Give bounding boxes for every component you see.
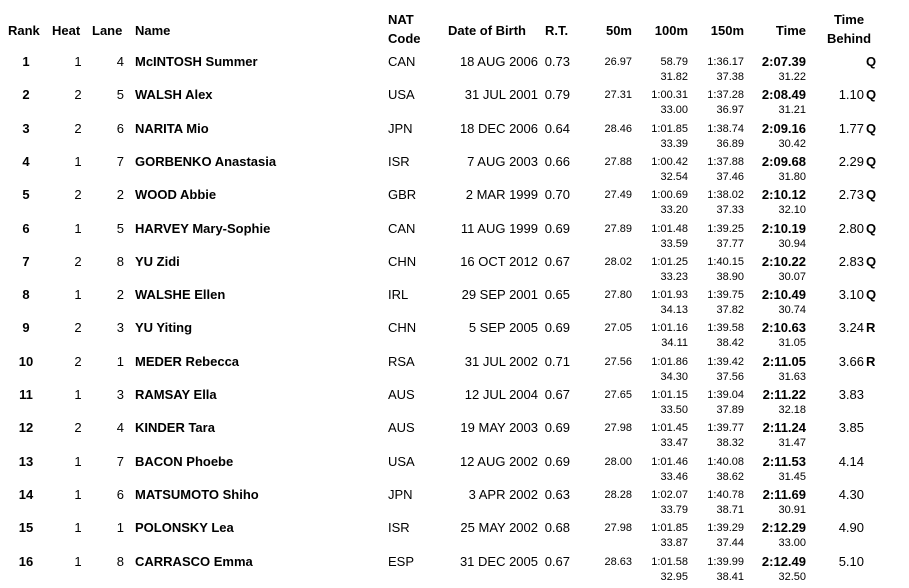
dob-cell: 25 MAY 2002 (460, 520, 538, 536)
lap-150-cell: 37.77 (716, 237, 744, 250)
header-time: Time (775, 23, 806, 38)
qualification-mark: Q (866, 287, 877, 303)
rt-cell: 0.67 (544, 387, 570, 402)
name-cell: POLONSKY Lea (135, 520, 234, 536)
nat-cell: ESP (388, 553, 415, 569)
dob-cell: 16 OCT 2012 (460, 253, 538, 269)
rank-cell: 11 (19, 387, 33, 402)
heat-cell: 1 (74, 287, 82, 303)
time-cell: 2:09.68 (761, 153, 806, 169)
lap-150-cell: 37.46 (716, 170, 744, 183)
lap-200-cell: 31.47 (778, 437, 806, 450)
table-row (0, 247, 909, 283)
rank-cell: 16 (18, 553, 34, 569)
split-100-cell: 1:01.16 (651, 322, 688, 335)
dob-cell: 29 SEP 2001 (461, 287, 538, 303)
nat-cell: GBR (388, 187, 417, 203)
lap-150-cell: 37.82 (716, 304, 744, 317)
split-150-cell: 1:39.58 (707, 322, 744, 335)
behind-cell: 4.30 (838, 486, 864, 502)
lane-cell: 5 (116, 87, 124, 103)
split-100-cell: 1:00.31 (651, 89, 688, 102)
header-50m: 50m (605, 23, 632, 38)
behind-cell: 4.14 (838, 453, 864, 469)
split-150-cell: 1:38.02 (707, 189, 744, 202)
qualification-mark: Q (866, 120, 877, 136)
dob-cell: 2 MAR 1999 (465, 187, 538, 203)
lane-cell: 2 (116, 287, 124, 303)
lane-cell: 4 (116, 54, 124, 69)
dob-cell: 11 AUG 1999 (460, 220, 538, 236)
header-100m: 100m (654, 23, 688, 38)
table-row (0, 347, 909, 383)
name-cell: YU Zidi (135, 253, 180, 269)
split-100-cell: 1:02.07 (651, 488, 688, 501)
qualification-mark: R (866, 320, 876, 336)
lap-200-cell: 30.07 (778, 270, 806, 283)
split-150-cell: 1:40.08 (707, 455, 744, 468)
split-100-cell: 1:01.85 (651, 122, 688, 135)
rt-cell: 0.64 (544, 120, 570, 136)
table-row (0, 313, 909, 350)
rt-cell: 0.67 (544, 553, 570, 569)
dob-cell: 18 AUG 2006 (459, 54, 538, 69)
split-50-cell: 28.28 (604, 488, 632, 501)
split-150-cell: 1:39.25 (707, 222, 744, 235)
heat-cell: 1 (74, 486, 82, 502)
name-cell: MATSUMOTO Shiho (135, 486, 259, 502)
lap-100-cell: 33.39 (660, 137, 688, 150)
lap-200-cell: 30.94 (778, 237, 806, 250)
split-50-cell: 28.63 (604, 555, 632, 568)
lap-100-cell: 33.00 (660, 104, 688, 117)
lap-100-cell: 34.30 (660, 370, 688, 383)
lane-cell: 8 (116, 553, 124, 569)
split-50-cell: 27.05 (604, 322, 632, 335)
name-cell: YU Yiting (135, 320, 193, 336)
nat-cell: JPN (388, 120, 413, 136)
header-nat-line2: Code (388, 31, 421, 46)
lap-150-cell: 37.38 (716, 71, 744, 83)
heat-cell: 2 (74, 187, 82, 203)
rank-cell: 5 (22, 187, 30, 203)
rt-cell: 0.67 (544, 253, 570, 269)
time-cell: 2:10.49 (761, 287, 806, 303)
behind-cell: 5.10 (838, 553, 864, 569)
split-50-cell: 28.46 (604, 122, 632, 135)
lap-150-cell: 37.44 (716, 537, 744, 550)
lap-200-cell: 30.91 (778, 503, 806, 516)
time-cell: 2:10.12 (761, 187, 806, 203)
qualification-mark: Q (866, 153, 877, 169)
lap-150-cell: 36.89 (716, 137, 744, 150)
behind-cell: 4.90 (838, 520, 864, 536)
qualification-mark: R (866, 353, 876, 369)
lap-100-cell: 34.11 (661, 337, 688, 350)
qualification-mark: Q (866, 220, 877, 236)
rt-cell: 0.69 (544, 320, 570, 336)
time-cell: 2:09.16 (761, 120, 806, 136)
nat-cell: CHN (388, 253, 417, 269)
lap-100-cell: 33.23 (660, 270, 688, 283)
split-50-cell: 27.88 (604, 155, 632, 168)
nat-cell: IRL (388, 287, 409, 303)
heat-cell: 1 (74, 54, 82, 69)
lap-200-cell: 32.18 (778, 404, 806, 416)
time-cell: 2:11.53 (762, 453, 806, 469)
table-row (0, 480, 909, 516)
split-100-cell: 1:01.93 (651, 289, 688, 302)
dob-cell: 31 JUL 2001 (464, 87, 538, 103)
split-150-cell: 1:39.42 (707, 355, 744, 368)
rt-cell: 0.66 (544, 153, 570, 169)
lap-100-cell: 33.87 (660, 537, 688, 550)
header-name: Name (135, 23, 171, 38)
split-50-cell: 28.00 (604, 455, 632, 468)
split-150-cell: 1:40.78 (707, 488, 744, 501)
split-50-cell: 28.02 (604, 255, 632, 268)
header-150m: 150m (710, 23, 744, 38)
heat-cell: 2 (74, 353, 82, 369)
nat-cell: AUS (388, 387, 415, 402)
split-100-cell: 1:01.58 (651, 555, 688, 568)
nat-cell: ISR (388, 153, 410, 169)
rt-cell: 0.68 (544, 520, 570, 536)
table-row (0, 547, 909, 583)
heat-cell: 2 (74, 87, 82, 103)
rt-cell: 0.79 (544, 87, 570, 103)
table-row (0, 214, 909, 250)
behind-cell: 3.24 (838, 320, 864, 336)
rt-cell: 0.73 (544, 54, 570, 69)
name-cell: MEDER Rebecca (135, 353, 240, 369)
rank-cell: 10 (18, 353, 34, 369)
nat-cell: AUS (388, 420, 415, 436)
lap-150-cell: 38.71 (716, 503, 744, 516)
rank-cell: 12 (18, 420, 34, 436)
time-cell: 2:11.24 (762, 420, 806, 436)
heat-cell: 1 (74, 520, 82, 536)
dob-cell: 31 JUL 2002 (464, 353, 538, 369)
split-100-cell: 1:01.85 (651, 522, 688, 535)
split-100-cell: 1:01.86 (651, 355, 688, 368)
time-cell: 2:10.22 (761, 253, 806, 269)
nat-cell: JPN (388, 486, 413, 502)
rank-cell: 8 (22, 287, 30, 303)
time-cell: 2:08.49 (761, 87, 806, 103)
header-rank: Rank (8, 23, 40, 38)
split-50-cell: 27.98 (604, 522, 632, 535)
split-50-cell: 26.97 (604, 56, 632, 68)
split-50-cell: 27.89 (604, 222, 632, 235)
name-cell: WALSHE Ellen (135, 287, 226, 303)
dob-cell: 19 MAY 2003 (460, 420, 538, 436)
heat-cell: 1 (74, 553, 82, 569)
lap-100-cell: 31.82 (660, 71, 688, 83)
name-cell: BACON Phoebe (135, 453, 234, 469)
rank-cell: 14 (18, 486, 34, 502)
split-150-cell: 1:36.17 (707, 56, 744, 68)
rt-cell: 0.63 (544, 486, 570, 502)
lap-150-cell: 38.62 (716, 470, 744, 483)
lap-150-cell: 36.97 (716, 104, 744, 117)
behind-cell: 3.85 (838, 420, 864, 436)
lap-150-cell: 37.56 (716, 370, 744, 383)
heat-cell: 1 (74, 387, 82, 402)
rt-cell: 0.69 (544, 453, 570, 469)
qualification-mark: Q (866, 253, 877, 269)
split-150-cell: 1:39.77 (707, 422, 744, 435)
name-cell: GORBENKO Anastasia (135, 153, 277, 169)
header-behind-line1: Time (833, 12, 865, 27)
header-rt: R.T. (545, 23, 569, 38)
split-150-cell: 1:38.74 (707, 122, 744, 135)
dob-cell: 18 DEC 2006 (459, 120, 538, 136)
table-row (0, 380, 909, 416)
rank-cell: 2 (22, 87, 30, 103)
behind-cell: 2.80 (838, 220, 864, 236)
split-100-cell: 1:01.15 (651, 389, 688, 401)
lap-150-cell: 38.41 (716, 570, 744, 583)
split-150-cell: 1:39.29 (707, 522, 744, 535)
lap-100-cell: 33.46 (660, 470, 688, 483)
split-100-cell: 1:01.25 (651, 255, 688, 268)
header-lane: Lane (92, 23, 123, 38)
lane-cell: 1 (116, 520, 124, 536)
heat-cell: 2 (74, 320, 82, 336)
table-row (0, 447, 909, 483)
behind-cell: 3.83 (838, 387, 864, 402)
rank-cell: 1 (22, 54, 30, 69)
dob-cell: 5 SEP 2005 (468, 320, 538, 336)
behind-cell: 1.10 (838, 87, 864, 103)
nat-cell: CHN (388, 320, 417, 336)
lane-cell: 1 (116, 353, 124, 369)
lane-cell: 6 (116, 120, 124, 136)
behind-cell: 1.77 (838, 120, 864, 136)
time-cell: 2:11.22 (762, 387, 806, 402)
name-cell: NARITA Mio (135, 120, 209, 136)
dob-cell: 12 JUL 2004 (464, 387, 538, 402)
split-150-cell: 1:39.04 (707, 389, 744, 401)
behind-cell: 2.83 (838, 253, 864, 269)
behind-cell: 3.66 (838, 353, 864, 369)
lap-200-cell: 31.45 (778, 470, 806, 483)
lane-cell: 3 (116, 320, 124, 336)
lap-150-cell: 38.42 (716, 337, 744, 350)
rank-cell: 7 (22, 253, 30, 269)
split-150-cell: 1:37.28 (707, 89, 744, 102)
dob-cell: 7 AUG 2003 (467, 153, 538, 169)
heat-cell: 1 (74, 453, 82, 469)
lane-cell: 4 (116, 420, 124, 436)
nat-cell: CAN (388, 54, 416, 69)
header-nat-line1: NAT (388, 12, 414, 27)
split-150-cell: 1:37.88 (707, 155, 744, 168)
split-150-cell: 1:40.15 (707, 255, 744, 268)
split-50-cell: 27.31 (604, 89, 632, 102)
lane-cell: 7 (116, 453, 124, 469)
lap-200-cell: 33.00 (778, 537, 806, 550)
heat-cell: 2 (74, 420, 82, 436)
rank-cell: 9 (22, 320, 30, 336)
heat-cell: 2 (74, 120, 82, 136)
lap-200-cell: 30.42 (778, 137, 806, 150)
lap-200-cell: 31.22 (778, 71, 806, 83)
lap-100-cell: 34.13 (660, 304, 688, 317)
time-cell: 2:12.49 (761, 553, 806, 569)
lap-150-cell: 37.33 (716, 204, 744, 217)
dob-cell: 31 DEC 2005 (459, 553, 538, 569)
behind-cell: 3.10 (838, 287, 864, 303)
header-dob: Date of Birth (448, 23, 526, 38)
lap-100-cell: 32.54 (660, 170, 688, 183)
lane-cell: 3 (116, 387, 124, 402)
rank-cell: 3 (22, 120, 30, 136)
name-cell: WALSH Alex (135, 87, 213, 103)
split-150-cell: 1:39.75 (707, 289, 744, 302)
rt-cell: 0.69 (544, 420, 570, 436)
qualification-mark: Q (866, 87, 877, 103)
lap-100-cell: 32.95 (660, 570, 688, 583)
name-cell: KINDER Tara (135, 420, 215, 436)
table-row (0, 114, 909, 150)
nat-cell: ISR (388, 520, 410, 536)
lap-150-cell: 38.90 (716, 270, 744, 283)
dob-cell: 12 AUG 2002 (459, 453, 538, 469)
time-cell: 2:10.19 (761, 220, 806, 236)
lap-100-cell: 33.79 (660, 503, 688, 516)
name-cell: CARRASCO Emma (135, 553, 253, 569)
time-cell: 2:11.69 (762, 486, 806, 502)
split-100-cell: 1:00.42 (651, 155, 688, 168)
split-100-cell: 1:00.69 (651, 189, 688, 202)
split-100-cell: 1:01.46 (651, 455, 688, 468)
lap-200-cell: 30.74 (778, 304, 806, 317)
heat-cell: 1 (74, 220, 82, 236)
lap-200-cell: 31.05 (778, 337, 806, 350)
split-50-cell: 27.98 (604, 422, 632, 435)
lap-150-cell: 37.89 (716, 404, 744, 416)
lap-100-cell: 33.50 (660, 404, 688, 416)
split-50-cell: 27.56 (604, 355, 632, 368)
heat-cell: 2 (74, 253, 82, 269)
lane-cell: 6 (116, 486, 124, 502)
split-100-cell: 1:01.45 (651, 422, 688, 435)
lap-100-cell: 33.20 (660, 204, 688, 217)
nat-cell: USA (388, 87, 415, 103)
rank-cell: 13 (18, 453, 34, 469)
split-100-cell: 1:01.48 (651, 222, 688, 235)
name-cell: HARVEY Mary-Sophie (135, 220, 271, 236)
time-cell: 2:11.05 (762, 353, 806, 369)
time-cell: 2:07.39 (761, 54, 806, 69)
qualification-mark: Q (866, 54, 877, 69)
table-row (0, 80, 909, 117)
behind-cell: 2.73 (838, 187, 864, 203)
table-row (0, 47, 909, 83)
dob-cell: 3 APR 2002 (468, 486, 538, 502)
lap-100-cell: 33.59 (660, 237, 688, 250)
rt-cell: 0.70 (544, 187, 570, 203)
table-row (0, 413, 909, 450)
rank-cell: 6 (22, 220, 30, 236)
rt-cell: 0.69 (544, 220, 570, 236)
rt-cell: 0.71 (544, 353, 570, 369)
table-row (0, 513, 909, 550)
lane-cell: 8 (116, 253, 124, 269)
lane-cell: 5 (116, 220, 124, 236)
rank-cell: 4 (22, 153, 30, 169)
header-behind-line2: Behind (826, 31, 872, 46)
lap-200-cell: 31.80 (778, 170, 806, 183)
lane-cell: 2 (116, 187, 124, 203)
lap-200-cell: 31.21 (778, 104, 806, 117)
rt-cell: 0.65 (544, 287, 570, 303)
table-row (0, 147, 909, 183)
lap-100-cell: 33.47 (660, 437, 688, 450)
rank-cell: 15 (18, 520, 34, 536)
split-150-cell: 1:39.99 (707, 555, 744, 568)
split-50-cell: 27.49 (604, 189, 632, 202)
lane-cell: 7 (116, 153, 124, 169)
lap-200-cell: 32.50 (778, 570, 806, 583)
name-cell: RAMSAY Ella (135, 387, 217, 402)
lap-200-cell: 32.10 (778, 204, 806, 217)
heat-cell: 1 (74, 153, 82, 169)
time-cell: 2:12.29 (761, 520, 806, 536)
split-100-cell: 58.79 (660, 56, 688, 68)
nat-cell: USA (388, 453, 415, 469)
behind-cell: 2.29 (838, 153, 864, 169)
name-cell: WOOD Abbie (135, 187, 217, 203)
lap-200-cell: 31.63 (778, 370, 806, 383)
time-cell: 2:10.63 (761, 320, 806, 336)
table-row (0, 280, 909, 317)
name-cell: McINTOSH Summer (135, 54, 258, 69)
nat-cell: CAN (388, 220, 416, 236)
split-50-cell: 27.65 (604, 389, 632, 401)
header-heat: Heat (52, 23, 81, 38)
split-50-cell: 27.80 (604, 289, 632, 302)
table-row (0, 180, 909, 217)
qualification-mark: Q (866, 187, 877, 203)
lap-150-cell: 38.32 (716, 437, 744, 450)
nat-cell: RSA (388, 353, 415, 369)
